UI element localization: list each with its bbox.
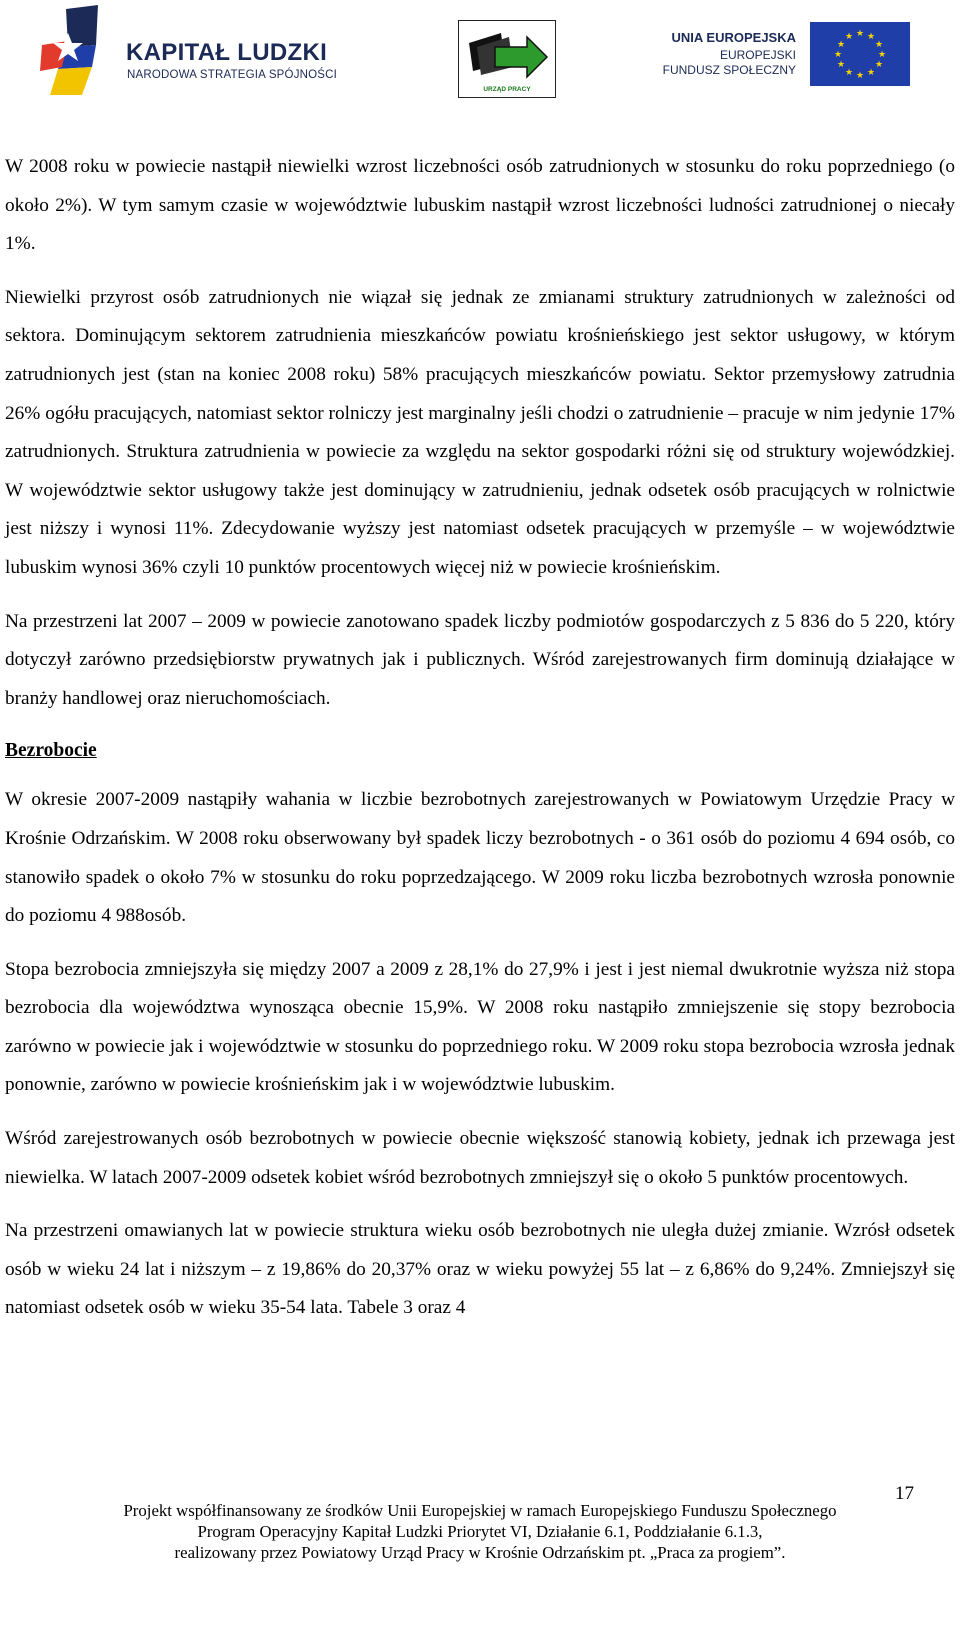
svg-text:★: ★ — [844, 68, 854, 78]
svg-text:★: ★ — [866, 68, 876, 78]
svg-text:★: ★ — [836, 40, 846, 50]
paragraph-employment-structure: Niewielki przyrost osób zatrudnionych nie wiązał się jednak ze zmianami struktury zatrudnionych w zależności od sektora. Dominującym sektorem zatrudnienia mieszkańców powiatu krośnieńskiego jest sektor usługowy, w którym zatrudnionych jest (stan na koniec 2008 roku) 58% pracujących mieszkańców powiatu. Sektor przemysłowy zatrudnia 26% ogółu pracujących, natomiast sektor rolniczy jest marginalny jeśli chodzi o zatrudnienie – pracuje w nim jedynie 17% zatrudnionych. Struktura zatrudnienia w powiecie za względu na sektor gospodarki różni się od struktury wojewódzkiej. W województwie sektor usługowy także jest dominujący w zatrudnieniu, jednak odsetek osób pracujących w rolnictwie jest niższy i wynosi 11%. Zdecydowanie wyższy jest natomiast odsetek pracujących w przemyśle – w województwie lubuskim wynosi 36% czyli 10 punktów procentowych więcej niż w powiecie krośnieńskim. — [5, 286, 955, 578]
svg-text:★: ★ — [874, 60, 884, 70]
paragraph-employment-growth: W 2008 roku w powiecie nastąpił niewielki wzrost liczebności osób zatrudnionych w stosunku do roku poprzedniego (o około 2%). W tym samym czasie w województwie lubuskim nastąpił wzrost liczebności ludności zatrudnionej o niecały 1%. — [5, 156, 955, 255]
paragraph-unemployed-women: Wśród zarejestrowanych osób bezrobotnych w powiecie obecnie większość stanowią kobiety, jednak ich przewaga jest niewielka. W latach 2007-2009 odsetek kobiet wśród bezrobotnych zmniejszył się o około 5 punktów procentowych. — [5, 1128, 955, 1188]
paragraph-business-entities: Na przestrzeni lat 2007 – 2009 w powiecie zanotowano spadek liczby podmiotów gospodarczych z 5 836 do 5 220, który dotyczył zarówno przedsiębiorstw prywatnych jak i publicznych. Wśród zarejestrowanych firm dominują działające w branży handlowej oraz nieruchomościach. — [5, 610, 955, 709]
svg-text:★: ★ — [877, 50, 887, 60]
eu-line-3: FUNDUSZ SPOŁECZNY — [662, 63, 796, 77]
svg-text:★: ★ — [855, 71, 865, 81]
paragraph-unemployment-rate: Stopa bezrobocia zmniejszyła się między 2007 a 2009 z 28,1% do 27,9% i jest i jest niemal dwukrotnie wyższa niż stopa bezrobocia dla województwa wynosząca obecnie 15,9%. W 2008 roku nastąpiło zmniejszenie się stopy bezrobocia zarówno w powiecie jak i województwie w stosunku do poprzedniego roku. W 2009 roku stopa bezrobocia wzrosła jednak ponownie, zarówno w powiecie krośnieńskim jak i w województwie lubuskim. — [5, 958, 955, 1096]
eu-logo — [660, 20, 910, 90]
footer-line-2: Program Operacyjny Kapitał Ludzki Priorytet VI, Działanie 6.1, Poddziałanie 6.1.3, — [197, 1522, 763, 1541]
svg-text:★: ★ — [874, 40, 884, 50]
eu-line-2: EUROPEJSKI — [719, 48, 796, 62]
kapital-ludzki-logo — [38, 5, 358, 105]
kapital-ludzki-emblem-icon — [38, 5, 118, 97]
svg-text:★: ★ — [844, 32, 854, 42]
page-footer — [0, 1500, 960, 1563]
paragraph-age-structure: Na przestrzeni omawianych lat w powiecie struktura wieku osób bezrobotnych nie uległa dużej zmianie. Wzrósł odsetek osób w wieku 24 lat i niższym – z 19,86% do 20,37% oraz w wieku powyżej 55 lat – z 6,86% do 9,24%. Zmniejszył się natomiast odsetek osób w wieku 35-54 lata. Tabele 3 oraz 4 — [5, 1220, 955, 1319]
paragraph-unemployed-count: W okresie 2007-2009 nastąpiły wahania w liczbie bezrobotnych zarejestrowanych w Powiatowym Urzędzie Pracy w Krośnie Odrzańskim. W 2008 roku obserwowany był spadek liczy bezrobotnych - o 361 osób do poziomu 4 694 osób, co stanowiło spadek o około 7% w stosunku do roku poprzedzającego. W 2009 roku liczba bezrobotnych wzrosła ponownie do poziomu 4 988osób. — [5, 789, 955, 927]
urzad-pracy-logo — [458, 20, 556, 98]
eu-line-1: UNIA EUROPEJSKA — [671, 30, 796, 45]
svg-text:★: ★ — [836, 60, 846, 70]
urzad-pracy-arrow-icon — [459, 25, 555, 87]
urzad-pracy-label: URZĄD PRACY — [483, 86, 531, 93]
kapital-ludzki-subtitle: NARODOWA STRATEGIA SPÓJNOŚCI — [127, 69, 338, 81]
eu-flag-icon — [810, 22, 910, 86]
footer-line-3: realizowany przez Powiatowy Urząd Pracy w Krośnie Odrzańskim pt. „Praca za progiem”. — [174, 1543, 786, 1562]
footer-line-1: Projekt współfinansowany ze środków Unii Europejskiej w ramach Europejskiego Funduszu Społecznego — [123, 1501, 837, 1520]
section-heading-unemployment: Bezrobocie — [5, 740, 97, 762]
page-number: 17 — [895, 1483, 914, 1504]
svg-text:★: ★ — [855, 29, 865, 39]
page-header — [0, 0, 960, 110]
kapital-ludzki-title: KAPITAŁ LUDZKI — [126, 39, 328, 66]
document-body — [5, 148, 955, 1343]
svg-text:★: ★ — [833, 50, 843, 60]
svg-text:★: ★ — [866, 32, 876, 42]
